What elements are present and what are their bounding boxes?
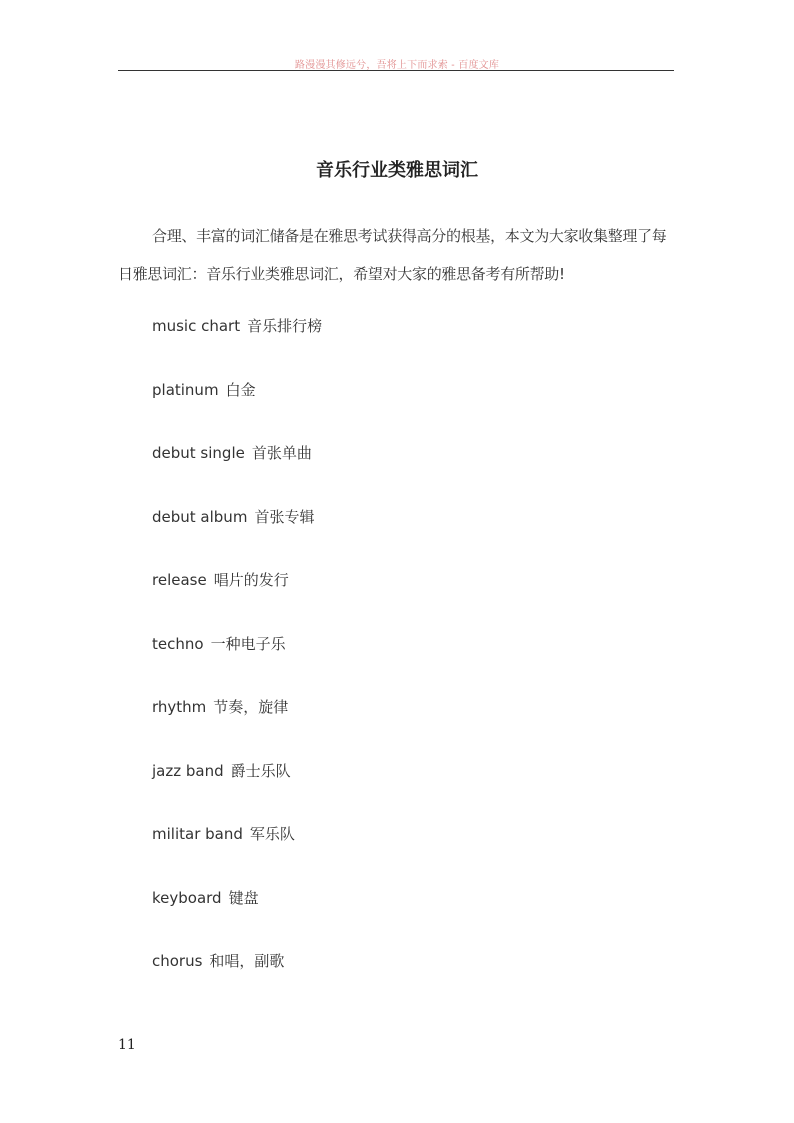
vocab-meaning: 和唱，副歌 <box>209 952 285 970</box>
vocab-item <box>152 757 322 821</box>
vocab-item <box>152 693 322 757</box>
running-header: 路漫漫其修远兮，吾将上下而求索 - 百度文库 <box>294 60 500 71</box>
vocab-item <box>152 820 322 884</box>
vocab-term: militar band <box>152 825 243 843</box>
vocab-meaning: 音乐排行榜 <box>247 317 323 335</box>
vocab-term: platinum <box>152 380 219 399</box>
vocab-meaning: 军乐队 <box>249 825 295 843</box>
vocab-term: techno <box>152 634 204 653</box>
vocab-list <box>152 312 322 1011</box>
page-number: 11 <box>118 1037 136 1053</box>
vocab-item <box>152 439 322 503</box>
vocab-term: rhythm <box>152 698 207 716</box>
vocab-meaning: 唱片的发行 <box>213 571 289 589</box>
vocab-term: jazz band <box>152 761 224 780</box>
vocab-item <box>152 947 322 1011</box>
vocab-item <box>152 884 322 948</box>
vocab-item <box>152 376 322 440</box>
intro-paragraph: 合理、丰富的词汇储备是在雅思考试获得高分的根基，本文为大家收集整理了每日雅思词汇：音乐行业类雅思词汇，希望对大家的雅思备考有所帮助! <box>118 227 667 283</box>
vocab-meaning: 首张专辑 <box>254 507 315 526</box>
vocab-term: debut album <box>152 507 248 526</box>
vocab-meaning: 一种电子乐 <box>210 634 286 653</box>
header-divider <box>118 70 674 71</box>
vocab-term: debut single <box>152 444 245 462</box>
vocab-item <box>152 630 322 694</box>
vocab-term: music chart <box>152 317 241 335</box>
vocab-term: release <box>152 571 207 589</box>
vocab-meaning: 白金 <box>225 380 256 399</box>
document-title: 音乐行业类雅思词汇 <box>316 160 478 182</box>
vocab-item <box>152 566 322 630</box>
vocab-term: chorus <box>152 952 203 970</box>
vocab-meaning: 首张单曲 <box>251 444 312 462</box>
vocab-item <box>152 312 322 376</box>
vocab-meaning: 节奏，旋律 <box>213 698 289 716</box>
vocab-meaning: 爵士乐队 <box>230 761 291 780</box>
vocab-meaning: 键盘 <box>228 888 259 907</box>
vocab-item <box>152 503 322 567</box>
vocab-term: keyboard <box>152 888 222 907</box>
